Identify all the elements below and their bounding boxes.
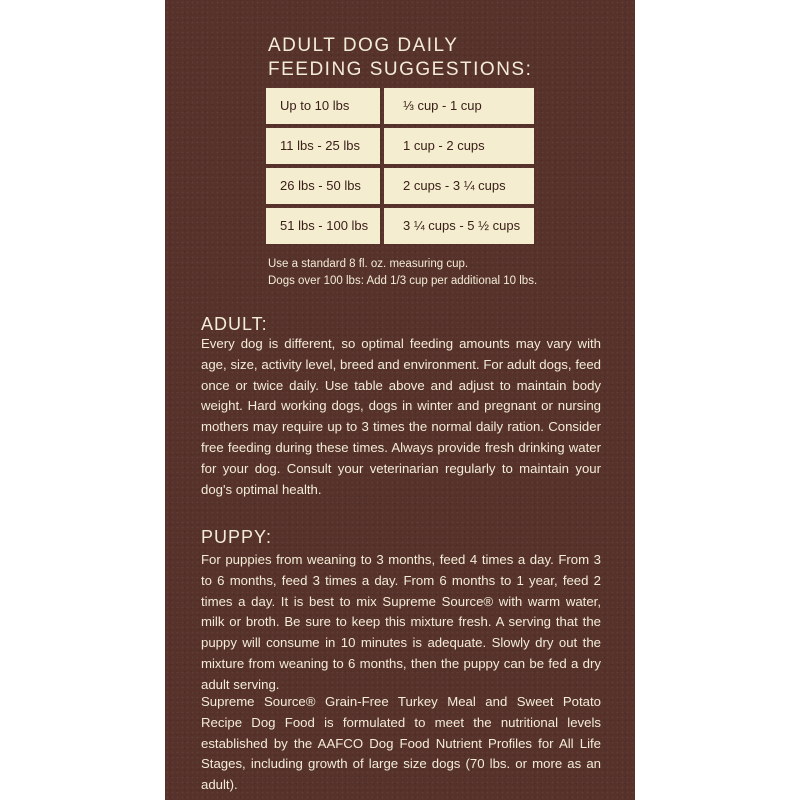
feeding-row — [266, 168, 534, 204]
feeding-label-panel — [165, 0, 635, 800]
weight-cell: Up to 10 lbs — [266, 88, 380, 124]
measuring-cup-note: Use a standard 8 fl. oz. measuring cup. — [268, 258, 469, 270]
feeding-row — [266, 88, 534, 124]
large-dog-note: Dogs over 100 lbs: Add 1/3 cup per additional 10 lbs. — [268, 275, 538, 287]
feeding-table — [266, 88, 534, 248]
adult-heading: ADULT: — [201, 314, 268, 334]
table-notes — [268, 256, 537, 290]
weight-cell: 51 lbs - 100 lbs — [266, 208, 380, 244]
feeding-title-line1: ADULT DOG DAILY — [268, 35, 459, 56]
feeding-row — [266, 128, 534, 164]
puppy-heading: PUPPY: — [201, 527, 273, 547]
feeding-row — [266, 208, 534, 244]
amount-cell: 3 ¼ cups - 5 ½ cups — [384, 208, 534, 244]
aafco-statement: Supreme Source® Grain-Free Turkey Meal and Sweet Potato Recipe Dog Food is formulated to meet the nutritional levels established by the AAFCO Dog Food Nutrient Profiles for All Life Stages, including growth of large size dogs (70 lbs. or more as an adult). — [201, 694, 601, 793]
amount-cell: 2 cups - 3 ¼ cups — [384, 168, 534, 204]
puppy-paragraph: For puppies from weaning to 3 months, feed 4 times a day. From 3 to 6 months, feed 3 times a day. From 6 months to 1 year, feed 2 times a day. It is best to mix Supreme Source® with warm water, milk or broth. Be sure to keep this mixture fresh. A serving that the puppy will consume in 10 minutes is adequate. Slowly dry out the mixture from weaning to 6 months, then the puppy can be fed a dry adult serving. — [201, 552, 601, 692]
feeding-suggestions-title — [268, 34, 532, 82]
amount-cell: 1 cup - 2 cups — [384, 128, 534, 164]
weight-cell: 26 lbs - 50 lbs — [266, 168, 380, 204]
weight-cell: 11 lbs - 25 lbs — [266, 128, 380, 164]
amount-cell: ⅓ cup - 1 cup — [384, 88, 534, 124]
feeding-title-line2: FEEDING SUGGESTIONS: — [268, 59, 533, 80]
adult-paragraph: Every dog is different, so optimal feeding amounts may vary with age, size, activity level, breed and environment. For adult dogs, feed once or twice daily. Use table above and adjust to maintain body weight. Hard working dogs, dogs in winter and pregnant or nursing mothers may require up to 3 times the normal daily ration. Consider free feeding during these times. Always provide fresh drinking water for your dog. Consult your veterinarian regularly to maintain your dog's optimal health. — [201, 336, 601, 497]
